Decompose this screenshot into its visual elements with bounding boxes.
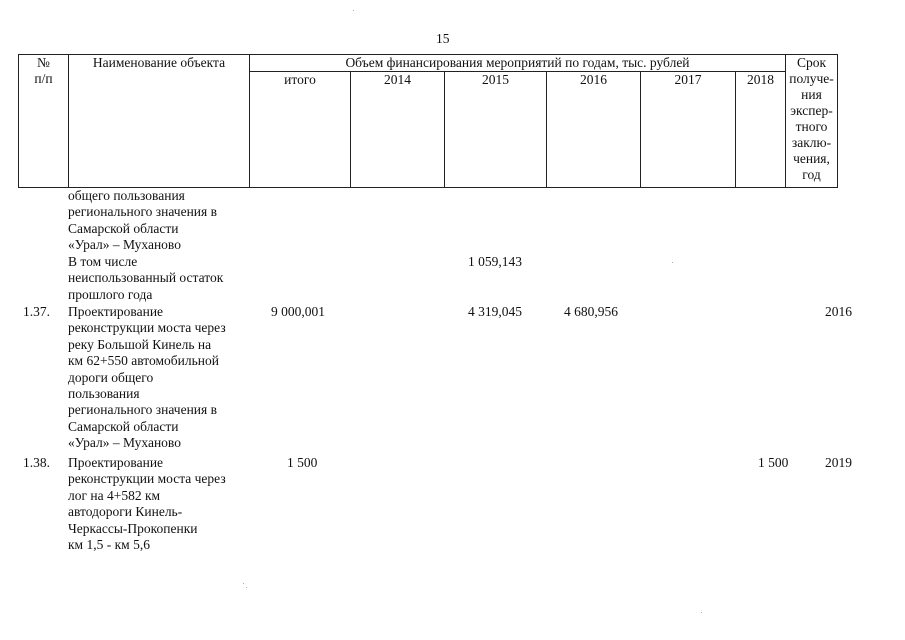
header-term: Срок получе- ния экспер- тного заклю- чения, год bbox=[786, 55, 838, 188]
row-1-37-total: 9 000,001 bbox=[271, 304, 325, 319]
header-year-2017: 2017 bbox=[641, 72, 736, 188]
scan-speck bbox=[353, 10, 354, 11]
scan-speck bbox=[672, 262, 673, 263]
row-1-37-2015: 4 319,045 bbox=[468, 304, 522, 319]
header-year-2018: 2018 bbox=[736, 72, 786, 188]
row-1-38-name: Проектирование реконструкции моста через лог на 4+582 км автодороги Кинель- Черкассы-Прокопенки км 1,5 - км 5,6 bbox=[68, 455, 226, 553]
row-1-37-term: 2016 bbox=[825, 304, 852, 319]
header-total: итого bbox=[250, 72, 351, 188]
row-1-37-2016: 4 680,956 bbox=[564, 304, 618, 319]
table-header bbox=[18, 54, 838, 188]
page-number: 15 bbox=[436, 31, 450, 46]
continuation-name: общего пользования регионального значения в Самарской области «Урал» – Муханово bbox=[68, 188, 217, 253]
header-funding: Объем финансирования мероприятий по годам, тыс. рублей bbox=[250, 55, 786, 72]
header-year-2016: 2016 bbox=[547, 72, 641, 188]
row-1-38-2018: 1 500 bbox=[758, 455, 789, 470]
header-year-2015: 2015 bbox=[445, 72, 547, 188]
header-name: Наименование объекта bbox=[69, 55, 250, 188]
header-year-2014: 2014 bbox=[351, 72, 445, 188]
continuation-2015-value: 1 059,143 bbox=[468, 254, 522, 269]
row-1-38-num: 1.38. bbox=[23, 455, 50, 470]
scan-speck bbox=[243, 583, 244, 584]
scan-speck bbox=[246, 587, 247, 588]
header-num: № п/п bbox=[19, 55, 69, 188]
row-1-38-total: 1 500 bbox=[287, 455, 318, 470]
row-1-38-term: 2019 bbox=[825, 455, 852, 470]
row-1-37-name: Проектирование реконструкции моста через реку Большой Кинель на км 62+550 автомобильной дороги общего пользования регионального значения в Самарской области «Урал» – Муханово bbox=[68, 304, 226, 451]
row-1-37-num: 1.37. bbox=[23, 304, 50, 319]
continuation-subname: В том числе неиспользованный остаток прошлого года bbox=[68, 254, 224, 302]
scan-speck bbox=[701, 612, 702, 613]
